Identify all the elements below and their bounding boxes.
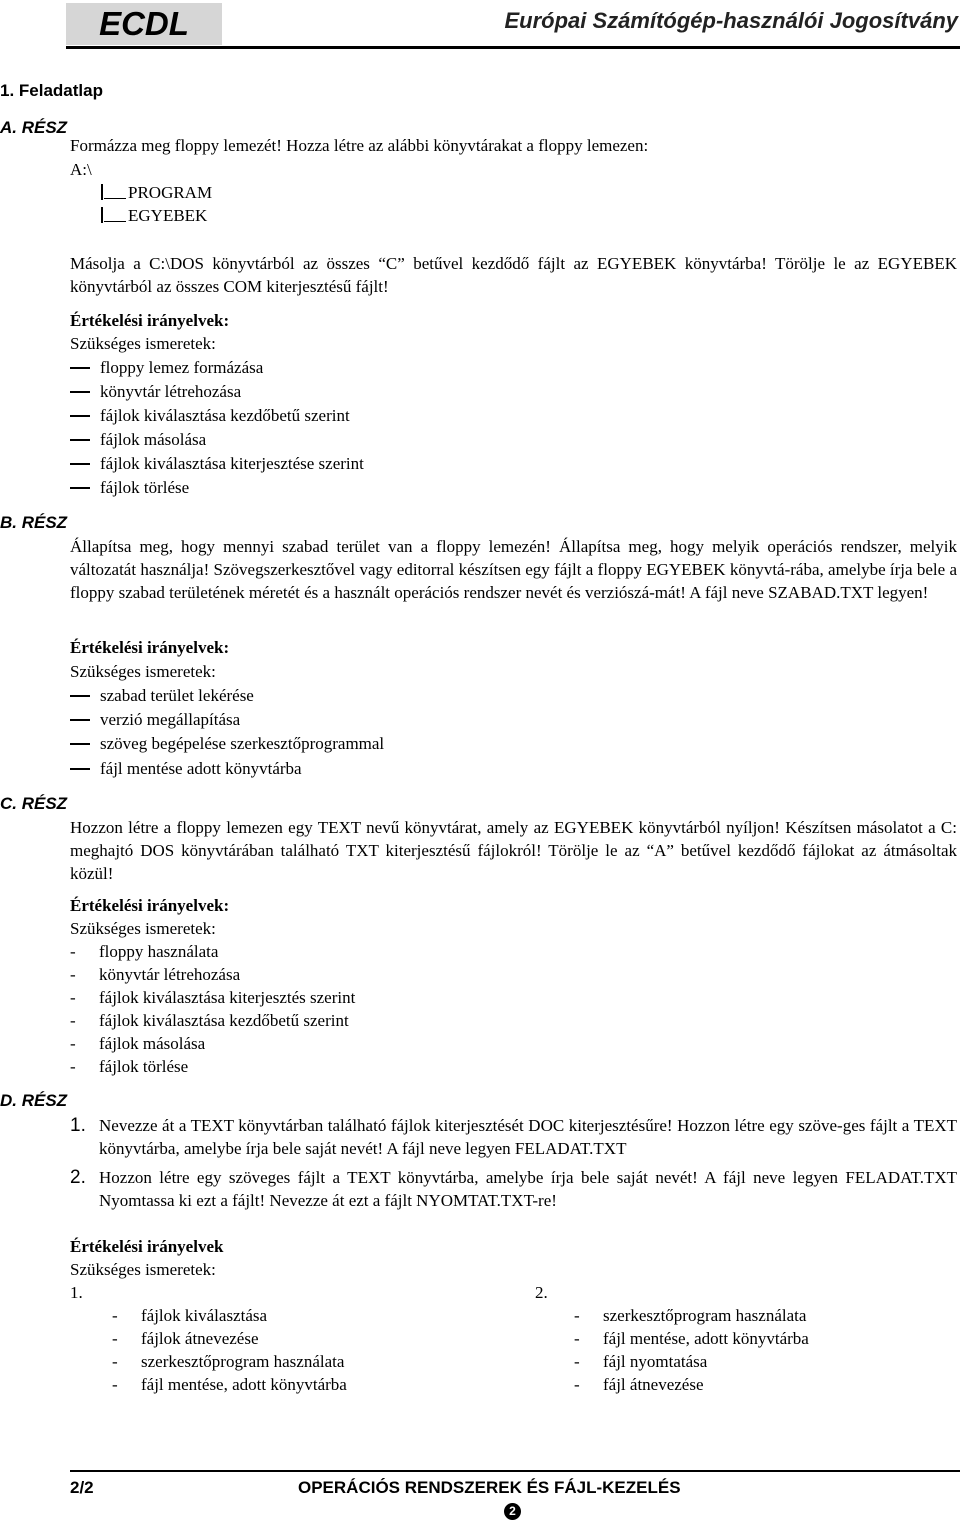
part-d-task-1 bbox=[70, 1114, 957, 1160]
list-item: - fájl átnevezése bbox=[574, 1375, 704, 1394]
dash-bullet bbox=[70, 439, 90, 441]
page-number: 2/2 bbox=[70, 1478, 94, 1497]
part-a-task: Másolja a C:\DOS könyvtárból az összes “C” betűvel kezdődő fájlt az EGYEBEK könyvtárba! Törölje le az EGYEBEK könyvtárból az összes COM kiterjesztésű fájlt! bbox=[70, 254, 957, 296]
part-c-eval-heading: Értékelési irányelvek: bbox=[70, 896, 230, 915]
part-c-heading: C. RÉSZ bbox=[0, 794, 68, 813]
list-item: szöveg begépelése szerkesztőprogrammal bbox=[70, 733, 384, 755]
part-c-task: Hozzon létre a floppy lemezen egy TEXT nevű könyvtárat, amely az EGYEBEK könyvtárból nyíljon! Készítsen másolatot a C: meghajtó DOS könyvtárában található TXT kiterjesztésű fájlokról! Törölje le az “A” betűvel kezdődő fájlokat az átmásoltak közül! bbox=[70, 818, 957, 883]
col2-label: 2. bbox=[535, 1283, 548, 1302]
list-item: verzió megállapítása bbox=[70, 709, 240, 731]
dash-bullet bbox=[70, 391, 90, 393]
list-item: - fájlok kiválasztása kiterjesztés szerint bbox=[70, 988, 356, 1007]
part-c-skills-label: Szükséges ismeretek: bbox=[70, 919, 216, 938]
part-d-heading: D. RÉSZ bbox=[0, 1091, 68, 1110]
tree-branch-connector bbox=[104, 182, 126, 199]
dash-bullet bbox=[70, 719, 90, 721]
list-item: fájlok kiválasztása kiterjesztése szerint bbox=[70, 453, 364, 475]
part-d-task-2 bbox=[70, 1166, 957, 1212]
list-item: fájl mentése adott könyvtárba bbox=[70, 758, 302, 780]
list-item: szabad terület lekérése bbox=[70, 685, 254, 707]
list-item: floppy lemez formázása bbox=[70, 357, 263, 379]
list-item: - fájlok másolása bbox=[70, 1034, 206, 1053]
header-title: Európai Számítógép-használói Jogosítvány bbox=[504, 8, 958, 33]
page-header bbox=[0, 0, 960, 50]
footer-divider bbox=[70, 1470, 960, 1472]
part-a-intro: Formázza meg floppy lemezét! Hozza létre az alábbi könyvtárakat a floppy lemezen: bbox=[70, 136, 649, 155]
sheet-title: 1. Feladatlap bbox=[0, 81, 103, 100]
footer-title: OPERÁCIÓS RENDSZEREK ÉS FÁJL-KEZELÉS bbox=[298, 1478, 681, 1497]
list-item: fájlok másolása bbox=[70, 429, 206, 451]
list-item: - fájlok átnevezése bbox=[112, 1329, 259, 1348]
list-item: - fájl nyomtatása bbox=[574, 1352, 708, 1371]
part-b-eval-heading: Értékelési irányelvek: bbox=[70, 638, 230, 657]
dash-bullet bbox=[70, 487, 90, 489]
task-number: 1. bbox=[70, 1115, 86, 1136]
list-item: könyvtár létrehozása bbox=[70, 381, 241, 403]
tree-branch-line bbox=[101, 207, 103, 223]
part-d-eval-heading: Értékelési irányelvek bbox=[70, 1237, 224, 1256]
dash-bullet bbox=[70, 743, 90, 745]
task-number: 2. bbox=[70, 1167, 86, 1188]
dash-bullet bbox=[70, 463, 90, 465]
part-a-heading: A. RÉSZ bbox=[0, 118, 68, 137]
list-item: - floppy használata bbox=[70, 942, 219, 961]
col1-label: 1. bbox=[70, 1283, 83, 1302]
part-b-skills-label: Szükséges ismeretek: bbox=[70, 662, 216, 681]
list-item: - szerkesztőprogram használata bbox=[112, 1352, 345, 1371]
ecdl-logo bbox=[66, 3, 222, 45]
task-text: Nevezze át a TEXT könyvtárban található fájlok kiterjesztését DOC kiterjesztésűre! Hozzon létre egy szöve-ges fájlt a TEXT könyvtárba, amelybe írja bele saját nevét! A fájl neve legyen FELADAT.TXT bbox=[99, 1116, 957, 1158]
part-d-skills-label: Szükséges ismeretek: bbox=[70, 1260, 216, 1279]
dash-bullet bbox=[70, 768, 90, 770]
chapter-badge: 2 bbox=[504, 1503, 521, 1520]
part-a-root-dir: A:\ bbox=[70, 160, 92, 179]
list-item: fájlok kiválasztása kezdőbetű szerint bbox=[70, 405, 350, 427]
list-item: - fájlok törlése bbox=[70, 1057, 189, 1076]
list-item: fájlok törlése bbox=[70, 477, 189, 499]
dir-program: PROGRAM bbox=[128, 183, 213, 202]
list-item: - fájlok kiválasztása kezdőbetű szerint bbox=[70, 1011, 349, 1030]
part-b-heading: B. RÉSZ bbox=[0, 513, 68, 532]
list-item: - fájl mentése, adott könyvtárba bbox=[112, 1375, 347, 1394]
dash-bullet bbox=[70, 695, 90, 697]
dash-bullet bbox=[70, 367, 90, 369]
logo-text: ECDL bbox=[99, 5, 189, 42]
dir-egyebek: EGYEBEK bbox=[128, 206, 208, 225]
task-text: Hozzon létre egy szöveges fájlt a TEXT könyvtárba, amelybe írja bele saját nevét! A fájl neve legyen FELADAT.TXT Nyomtassa ki ezt a fájlt! Nevezze át ezt a fájlt NYOMTAT.TXT-re! bbox=[99, 1168, 957, 1210]
list-item: - fájl mentése, adott könyvtárba bbox=[574, 1329, 809, 1348]
tree-branch-line bbox=[101, 184, 103, 200]
list-item: - szerkesztőprogram használata bbox=[574, 1306, 807, 1325]
tree-branch-connector bbox=[104, 205, 126, 222]
part-a-skills-label: Szükséges ismeretek: bbox=[70, 334, 216, 353]
list-item: - fájlok kiválasztása bbox=[112, 1306, 268, 1325]
dash-bullet bbox=[70, 415, 90, 417]
list-item: - könyvtár létrehozása bbox=[70, 965, 241, 984]
part-b-task: Állapítsa meg, hogy mennyi szabad terület van a floppy lemezén! Állapítsa meg, hogy melyik operációs rendszer, melyik változatát használja! Szövegszerkesztővel vagy editorral készítsen egy fájlt a floppy EGYEBEK könyvtá-rába, amelybe írja bele a floppy szabad területének méretét és a használt operációs rendszer nevét és verziószá-mát! A fájl neve SZABAD.TXT legyen! bbox=[70, 537, 957, 602]
part-a-eval-heading: Értékelési irányelvek: bbox=[70, 311, 230, 330]
header-divider bbox=[66, 46, 960, 49]
